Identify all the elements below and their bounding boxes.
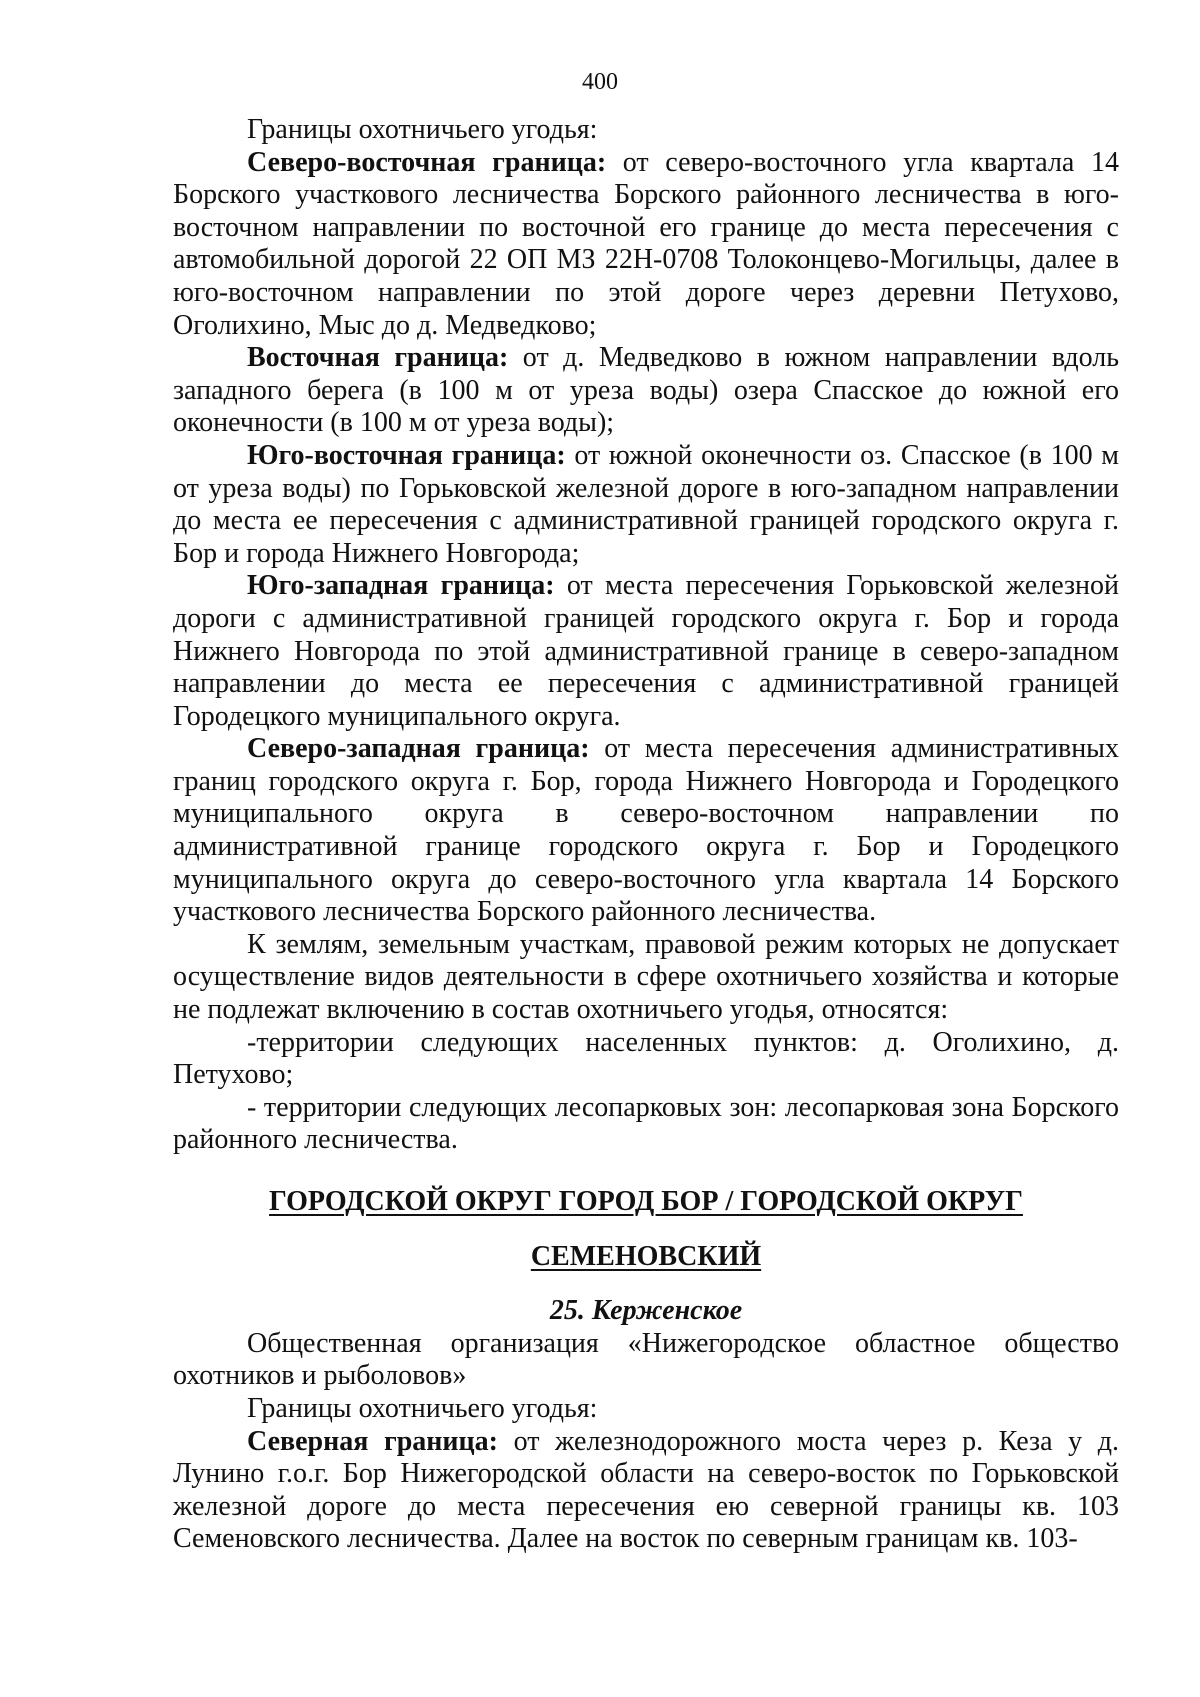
excluded-settlements-paragraph: -территории следующих населенных пунктов: д. Оголихино, д. Петухово; <box>173 1026 1119 1091</box>
excluded-lands-paragraph: К землям, земельным участкам, правовой режим которых не допускает осуществление видов деятельности в сфере охотничьего хозяйства и которые не подлежат включению в состав охотничьего угодья, относятся: <box>173 928 1119 1026</box>
district-heading-line2: СЕМЕНОВСКИЙ <box>530 1240 762 1272</box>
page-number: 400 <box>582 69 618 95</box>
north-boundary-label: Северная граница: <box>247 1425 498 1457</box>
northwest-boundary-label: Северо-западная граница: <box>247 733 590 765</box>
boundaries-intro-2: Границы охотничьего угодья: <box>247 1392 598 1424</box>
southeast-boundary-label: Юго-восточная граница: <box>247 439 566 471</box>
east-boundary-text: от д. Медведково в южном направлении вдоль западного берега (в 100 м от уреза воды) озера Спасское до южной его оконечности (в 100 м от уреза воды); <box>173 342 1119 439</box>
northeast-boundary-label: Северо-восточная граница: <box>247 146 607 178</box>
southwest-boundary-text: от места пересечения Горьковской железной дороги с административной границей городского округа г. Бор и города Нижнего Новгорода по этой административной границе в северо-западном направлении до места ее пересечения с административной границей Городецкого муниципального округа. <box>173 570 1119 732</box>
document-body <box>173 114 1119 1556</box>
northwest-boundary-paragraph <box>173 733 1119 929</box>
north-boundary-paragraph <box>173 1426 1119 1556</box>
southwest-boundary-paragraph <box>173 570 1119 733</box>
northeast-boundary-text: от северо-восточного угла квартала 14 Борского участкового лесничества Борского районного лесничества в юго-восточном направлении по восточной его границе до места пересечения с автомобильной дорогой 22 ОП МЗ 22Н-0708 Толоконцево-Могильцы, далее в юго-восточном направлении по этой дороге через деревни Петухово, Оголихино, Мыс до д. Медведково; <box>173 146 1119 341</box>
hunting-ground-title: 25. Керженское <box>549 1295 743 1327</box>
northeast-boundary-paragraph <box>173 147 1119 343</box>
organization-paragraph: Общественная организация «Нижегородское областное общество охотников и рыболовов» <box>173 1327 1119 1392</box>
district-heading-line1: ГОРОДСКОЙ ОКРУГ ГОРОД БОР / ГОРОДСКОЙ ОКРУГ <box>269 1186 1023 1217</box>
southeast-boundary-paragraph <box>173 440 1119 570</box>
northwest-boundary-text: от места пересечения административных границ городского округа г. Бор, города Нижнего Новгорода и Городецкого муниципального округа в северо-восточном направлении по административной границе городского округа г. Бор и Городецкого муниципального округа до северо-восточного угла квартала 14 Борского участкового лесничества Борского районного лесничества. <box>173 733 1119 928</box>
excluded-forestpark-paragraph: - территории следующих лесопарковых зон: лесопарковая зона Борского районного лесничества. <box>173 1091 1119 1156</box>
southwest-boundary-label: Юго-западная граница: <box>247 570 555 602</box>
boundaries-intro: Границы охотничьего угодья: <box>247 114 598 145</box>
north-boundary-text: от железнодорожного моста через р. Кеза у д. Лунино г.о.г. Бор Нижегородской области на северо-восток по Горьковской железной дороге до места пересечения ею северной границы кв. 103 Семеновского лесничества. Далее на восток по северным границам кв. 103- <box>173 1425 1119 1555</box>
east-boundary-paragraph <box>173 342 1119 440</box>
east-boundary-label: Восточная граница: <box>247 342 509 374</box>
southeast-boundary-text: от южной оконечности оз. Спасское (в 100 м от уреза воды) по Горьковской железной дороге в юго-западном направлении до места ее пересечения с административной границей городского округа г. Бор и города Нижнего Новгорода; <box>173 439 1120 569</box>
